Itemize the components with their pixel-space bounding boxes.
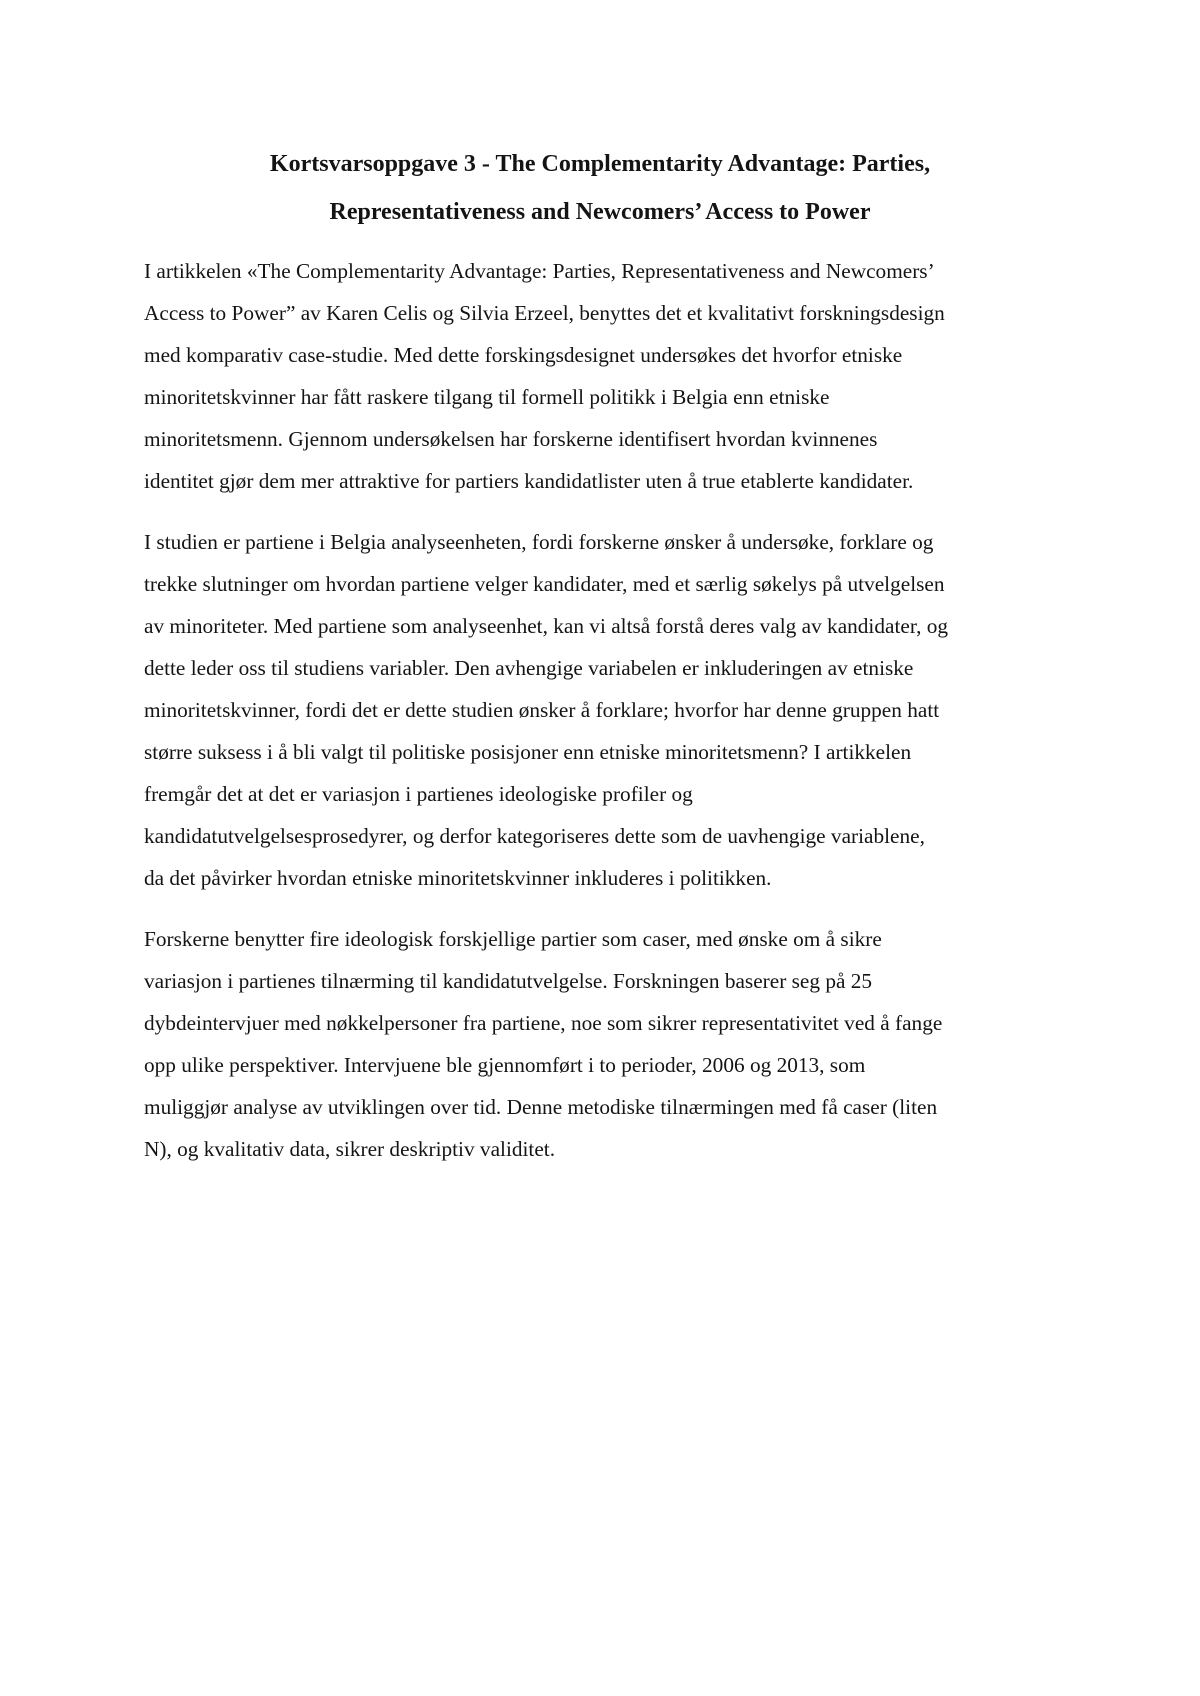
title-line: Representativeness and Newcomers’ Access to Power bbox=[329, 199, 871, 225]
title-line: Kortsvarsoppgave 3 - The Complementarity Advantage: Parties, bbox=[269, 151, 931, 177]
text-line: minoritetskvinner, fordi det er dette studien ønsker å forklare; hvorfor har denne gruppen hatt bbox=[144, 698, 940, 722]
text-line: minoritetsmenn. Gjennom undersøkelsen har forskerne identifisert hvordan kvinnenes bbox=[144, 427, 878, 451]
text-line: dybdeintervjuer med nøkkelpersoner fra partiene, noe som sikrer representativitet ved å fange bbox=[144, 1011, 943, 1035]
text-line: opp ulike perspektiver. Intervjuene ble gjennomført i to perioder, 2006 og 2013, som bbox=[144, 1053, 866, 1077]
text-line: Access to Power” av Karen Celis og Silvia Erzeel, benyttes det et kvalitativt forskningsdesign bbox=[144, 301, 945, 325]
text-line: kandidatutvelgelsesprosedyrer, og derfor kategoriseres dette som de uavhengige variablene, bbox=[144, 824, 925, 848]
text-line: da det påvirker hvordan etniske minoritetskvinner inkluderes i politikken. bbox=[144, 866, 772, 890]
document-body bbox=[144, 250, 1074, 1189]
text-line: større suksess i å bli valgt til politiske posisjoner enn etniske minoritetsmenn? I artikkelen bbox=[144, 740, 912, 764]
text-line: av minoriteter. Med partiene som analyseenhet, kan vi altså forstå deres valg av kandidater, og bbox=[144, 614, 949, 638]
text-line: trekke slutninger om hvordan partiene velger kandidater, med et særlig søkelys på utvelgelsen bbox=[144, 572, 945, 596]
text-line: Forskerne benytter fire ideologisk forskjellige partier som caser, med ønske om å sikre bbox=[144, 927, 882, 951]
text-line: fremgår det at det er variasjon i partienes ideologiske profiler og bbox=[144, 782, 693, 806]
text-line: variasjon i partienes tilnærming til kandidatutvelgelse. Forskningen baserer seg på 25 bbox=[144, 969, 873, 993]
text-line: med komparativ case-studie. Med dette forskingsdesignet undersøkes det hvorfor etniske bbox=[144, 343, 903, 367]
text-line: muliggjør analyse av utviklingen over tid. Denne metodiske tilnærmingen med få caser (liten bbox=[144, 1095, 938, 1119]
text-line: minoritetskvinner har fått raskere tilgang til formell politikk i Belgia enn etniske bbox=[144, 385, 830, 409]
text-line: dette leder oss til studiens variabler. Den avhengige variabelen er inkluderingen av etniske bbox=[144, 656, 914, 680]
paragraph-2 bbox=[144, 521, 1074, 899]
text-line: I studien er partiene i Belgia analyseenheten, fordi forskerne ønsker å undersøke, forklare og bbox=[144, 530, 934, 554]
text-line: identitet gjør dem mer attraktive for partiers kandidatlister uten å true etablerte kandidater. bbox=[144, 469, 914, 493]
paragraph-3 bbox=[144, 918, 1074, 1170]
document-title bbox=[140, 140, 1060, 236]
text-line: N), og kvalitativ data, sikrer deskriptiv validitet. bbox=[144, 1137, 556, 1161]
paragraph-1 bbox=[144, 250, 1074, 502]
text-line: I artikkelen «The Complementarity Advantage: Parties, Representativeness and Newcomers’ bbox=[144, 259, 935, 283]
